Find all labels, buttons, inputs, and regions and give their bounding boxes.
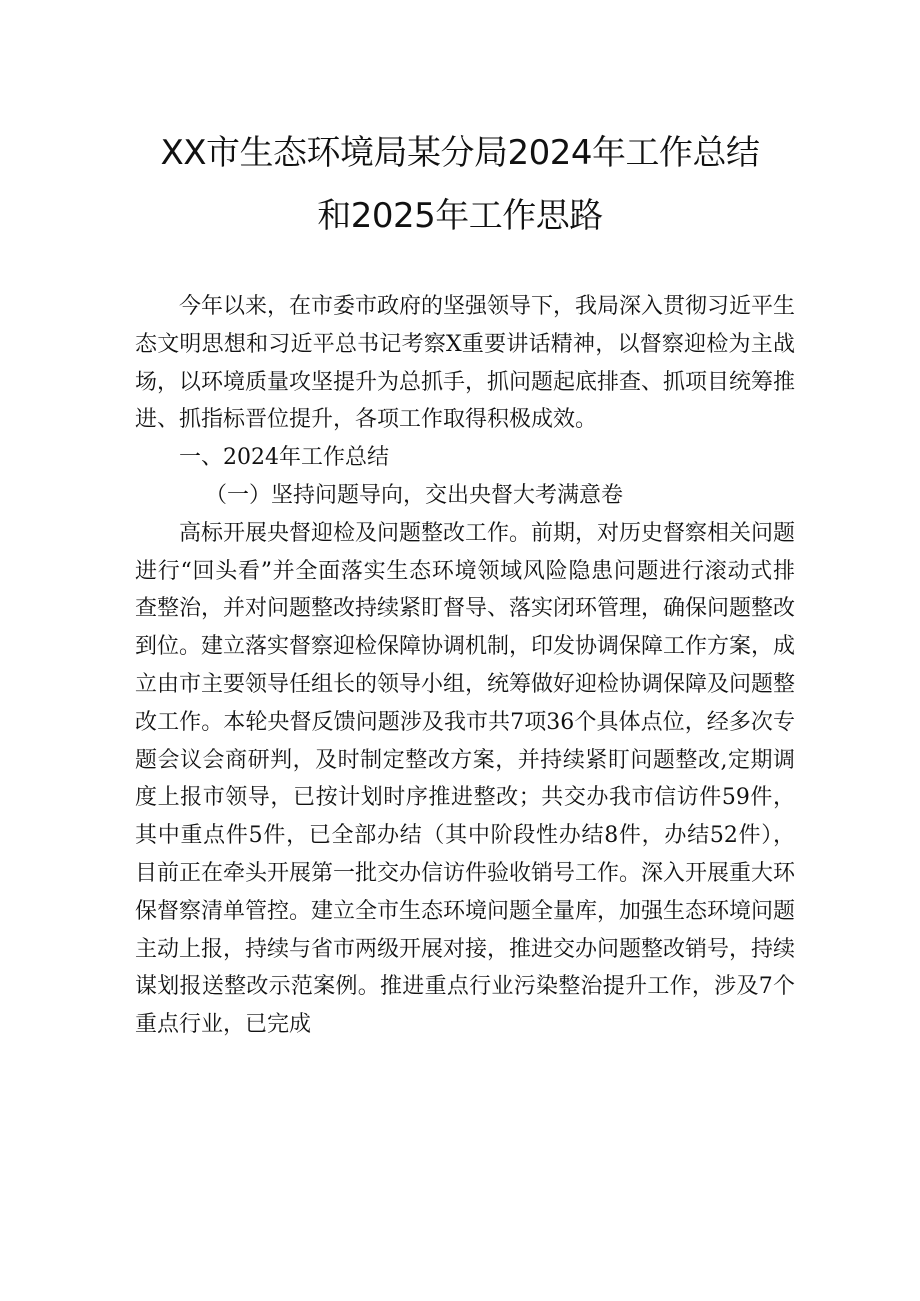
document-title-line-1: XX市生态环境局某分局2024年工作总结 [160, 133, 760, 173]
subsection-1-paragraph: 高标开展央督迎检及问题整改工作。前期，对历史督察相关问题进行“回头看”并全面落实生态环境领域风险隐患问题进行滚动式排查整治，并对问题整改持续紧盯督导、落实闭环管理，确保问题整改到位。建立落实督察迎检保障协调机制，印发协调保障工作方案，成立由市主要领导任组长的领导小组，统筹做好迎检协调保障及问题整改工作。本轮央督反馈问题涉及我市共7项36个具体点位，经多次专题会议会商研判，及时制定整改方案，并持续紧盯问题整改,定期调度上报市领导，已按计划时序推进整改；共交办我市信访件59件，其中重点件5件，已全部办结（其中阶段性办结8件，办结52件），目前正在牵头开展第一批交办信访件验收销号工作。深入开展重大环保督察清单管控。建立全市生态环境问题全量库，加强生态环境问题主动上报，持续与省市两级开展对接，推进交办问题整改销号，持续谋划报送整改示范案例。推进重点行业污染整治提升工作，涉及7个重点行业，已完成 [135, 520, 796, 1038]
section-heading-1: 一、2024年工作总结 [179, 445, 389, 471]
document-body [135, 288, 795, 1044]
subsection-heading-1: （一）坚持问题导向，交出央督大考满意卷 [205, 482, 624, 508]
document-title-line-2: 和2025年工作思路 [317, 196, 603, 236]
intro-paragraph: 今年以来，在市委市政府的坚强领导下，我局深入贯彻习近平生态文明思想和习近平总书记考察X重要讲话精神，以督察迎检为主战场，以环境质量攻坚提升为总抓手，抓问题起底排查、抓项目统筹推进、抓指标晋位提升，各项工作取得积极成效。 [135, 294, 796, 433]
